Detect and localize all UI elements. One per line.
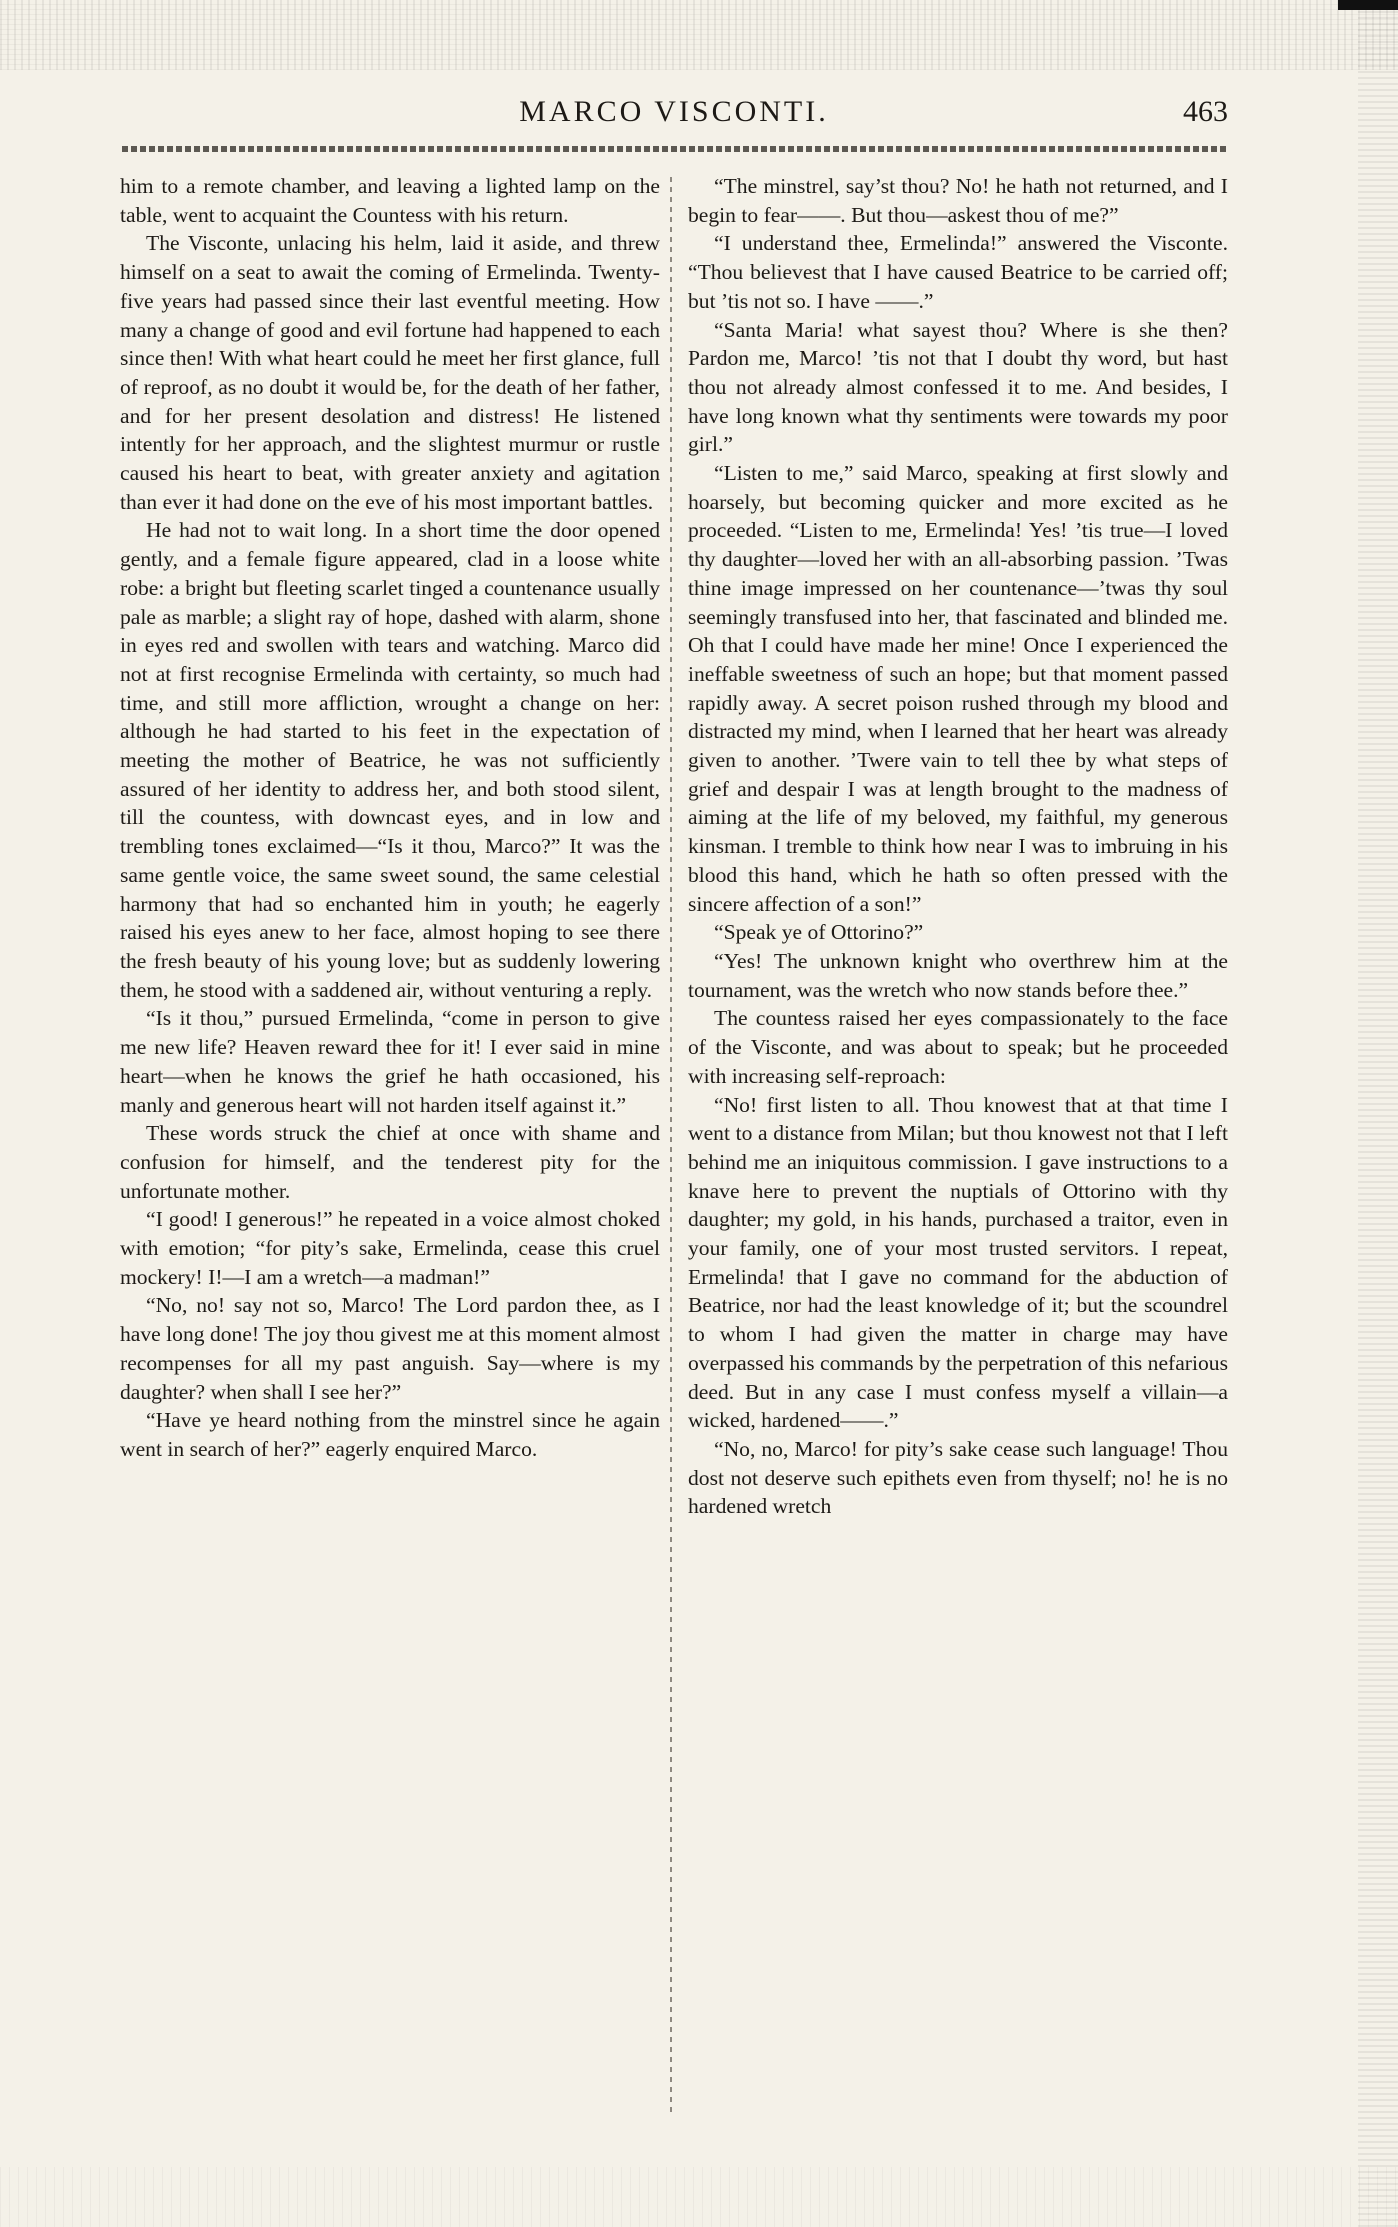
scan-corner-mark [1338, 0, 1398, 10]
paragraph: “No! first listen to all. Thou knowest that at that time I went to a distance from Milan; but thou knowest not that I left behind me an iniquitous commission. I gave instructions to a knave here to prevent the nuptials of Ottorino with thy daughter; my gold, in his hands, purchased a traitor, even in your family, one of your most trusted servitors. I repeat, Ermelinda! that I gave no command for the abduction of Beatrice, nor had the least knowledge of it; but the scoundrel to whom I had given the matter in charge may have overpassed his commands by the perpetration of this nefarious deed. But in any case I must confess myself a villain—a wicked, hardened——.” [688, 1092, 1228, 1433]
running-header [120, 95, 1228, 137]
paragraph: “No, no! say not so, Marco! The Lord pardon thee, as I have long done! The joy thou givest me at this moment almost recompenses for all my past anguish. Say—where is my daughter? when shall I see her?” [120, 1293, 660, 1404]
paragraph: The Visconte, unlacing his helm, laid it aside, and threw himself on a seat to await the coming of Ermelinda. Twenty-five years had passed since their last eventful meeting. How many a change of good and evil fortune had happened to each since then! With what heart could he meet her first glance, full of reproof, as no doubt it would be, for the death of her father, and for her present desolation and distress! He listened intently for her approach, and the slightest murmur or rustle caused his heart to beat, with greater anxiety and agitation than ever it had done on the eve of his most important battles. [120, 231, 660, 514]
paragraph: him to a remote chamber, and leaving a lighted lamp on the table, went to acquaint the Countess with his return. [120, 174, 660, 227]
scan-noise-top [0, 0, 1398, 70]
right-column [688, 172, 1228, 2112]
paragraph: He had not to wait long. In a short time the door opened gently, and a female figure appeared, clad in a loose white robe: a bright but fleeting scarlet tinged a countenance usually pale as marble; a slight ray of hope, dashed with alarm, shone in eyes red and swollen with tears and watching. Marco did not at first recognise Ermelinda with certainty, so much had time, and still more affliction, wrought a change on her: although he had started to his feet in the expectation of meeting the mother of Beatrice, he was not sufficiently assured of her identity to address her, and both stood silent, till the countess, with downcast eyes, and in low and trembling tones exclaimed—“Is it thou, Marco?” It was the same gentle voice, the same sweet sound, the same celestial harmony that had so enchanted him in youth; he eagerly raised his eyes anew to her face, almost hoping to see there the fresh beauty of his young love; but as suddenly lowering them, he stood with a saddened air, without venturing a reply. [120, 518, 660, 1002]
paragraph: “Is it thou,” pursued Ermelinda, “come in person to give me new life? Heaven reward thee for it! I ever said in mine heart—when he knows the grief he hath occasioned, his manly and generous heart will not harden itself against it.” [120, 1006, 660, 1117]
page-number: 463 [1183, 95, 1228, 128]
paragraph: “No, no, Marco! for pity’s sake cease such language! Thou dost not deserve such epithets even from thyself; no! he is no hardened wretch [688, 1436, 1228, 1519]
scan-noise-bottom [0, 2167, 1398, 2227]
running-title: MARCO VISCONTI. [519, 95, 829, 128]
paragraph: “Speak ye of Ottorino?” [714, 920, 924, 945]
paragraph: “Santa Maria! what sayest thou? Where is she then? Pardon me, Marco! ’tis not that I doubt thy word, but hast thou not already almost confessed it to me. And besides, I have long known what thy sentiments were towards my poor girl.” [688, 317, 1228, 457]
paragraph: “The minstrel, say’st thou? No! he hath not returned, and I begin to fear——. But thou—askest thou of me?” [688, 174, 1228, 227]
paragraph: These words struck the chief at once with shame and confusion for himself, and the tenderest pity for the unfortunate mother. [120, 1121, 660, 1203]
column-divider [670, 172, 672, 2112]
paragraph: “Yes! The unknown knight who overthrew him at the tournament, was the wretch who now stands before thee.” [688, 948, 1228, 1002]
paragraph: “I understand thee, Ermelinda!” answered the Visconte. “Thou believest that I have caused Beatrice to be carried off; but ’tis not so. I have ——.” [688, 231, 1228, 313]
paragraph: The countess raised her eyes compassionately to the face of the Visconte, and was about to speak; but he proceeded with increasing self-reproach: [688, 1006, 1228, 1088]
left-column [120, 172, 660, 2112]
paragraph: “Listen to me,” said Marco, speaking at first slowly and hoarsely, but becoming quicker and more excited as he proceeded. “Listen to me, Ermelinda! Yes! ’tis true—I loved thy daughter—loved her with an all-absorbing passion. ’Twas thine image impressed on her countenance—’twas thy soul seemingly transfused into her, that fascinated and blinded me. Oh that I could have made her mine! Once I experienced the ineffable sweetness of such an hope; but that moment passed rapidly away. A secret poison rushed through my blood and distracted my mind, when I learned that her heart was already given to another. ’Twere vain to tell thee by what steps of grief and despair I was at length brought to the madness of aiming at the life of my beloved, my faithful, my generous kinsman. I tremble to think how near I was to imbruing in his blood this hand, which he hath so often pressed with the sincere affection of a son!” [688, 461, 1228, 916]
header-rule [122, 146, 1228, 152]
paragraph: “I good! I generous!” he repeated in a voice almost choked with emotion; “for pity’s sake, Ermelinda, cease this cruel mockery! I!—I am a wretch—a madman!” [120, 1207, 660, 1289]
scan-noise-right [1358, 0, 1398, 2227]
paragraph: “Have ye heard nothing from the minstrel since he again went in search of her?” eagerly enquired Marco. [120, 1408, 660, 1461]
